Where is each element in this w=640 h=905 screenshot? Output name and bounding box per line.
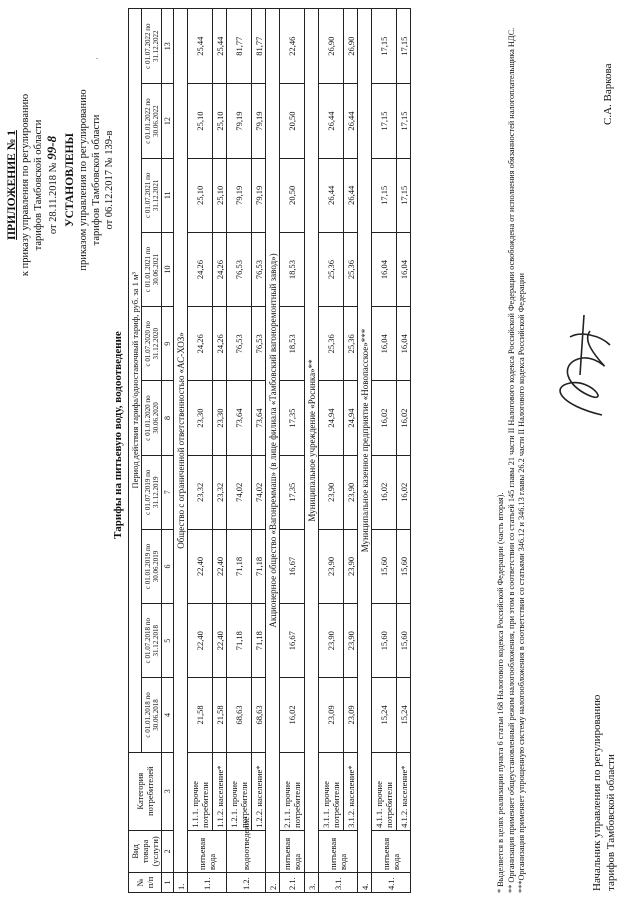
footnotes xyxy=(496,13,528,893)
tariff-value: 20,50 xyxy=(280,158,305,232)
approved-line: приказом управления по регулированию xyxy=(78,89,89,271)
tariff-value: 16,02 xyxy=(372,455,397,529)
approved-line: тарифов Тамбовской области xyxy=(91,114,102,246)
tariff-value: 24,94 xyxy=(344,381,358,455)
tariff-value: 17,15 xyxy=(372,84,397,158)
tariff-value: 16,67 xyxy=(280,604,305,678)
group-organization: Муниципальное казенное предприятие «Новопасское»*** xyxy=(358,9,372,873)
sub-number: 4.1. xyxy=(372,872,411,892)
period-header: с 01.01.2021 по 30.06.2021 xyxy=(142,232,162,306)
tariff-value: 16,04 xyxy=(372,232,397,306)
tariff-value: 76,53 xyxy=(252,307,266,381)
tariff-value: 16,04 xyxy=(397,232,411,306)
group-row xyxy=(358,9,372,893)
col-header-num: № п/п xyxy=(129,872,162,892)
tariff-value: 23,30 xyxy=(213,381,227,455)
approved-block xyxy=(64,15,116,345)
tariff-value: 74,02 xyxy=(227,455,252,529)
tariff-value: 76,53 xyxy=(227,307,252,381)
tariff-value: 22,40 xyxy=(213,529,227,603)
table-row xyxy=(397,9,411,893)
tariff-value: 23,30 xyxy=(188,381,213,455)
tariff-value: 17,15 xyxy=(372,9,397,84)
approved-title: УСТАНОВЛЕНЫ xyxy=(64,133,76,227)
tariff-value: 22,40 xyxy=(213,604,227,678)
appendix-block xyxy=(6,5,60,365)
tariff-value: 81,77 xyxy=(227,9,252,84)
footnote: * Выделяется в целях реализации пункта 6 статьи 168 Налогового кодекса Российской Федерации (часть вторая). xyxy=(496,492,505,893)
tariff-value: 16,67 xyxy=(280,529,305,603)
tariff-value: 25,44 xyxy=(188,9,213,84)
column-index: 13 xyxy=(162,9,174,84)
tariff-value: 21,58 xyxy=(213,678,227,752)
tariff-value: 15,60 xyxy=(397,604,411,678)
appendix-line: тарифов Тамбовской области xyxy=(33,119,44,251)
tariff-value: 73,64 xyxy=(227,381,252,455)
tariff-value: 20,50 xyxy=(280,84,305,158)
group-number: 3. xyxy=(305,872,319,892)
tariff-value: 16,02 xyxy=(397,381,411,455)
tariff-value: 17,15 xyxy=(372,158,397,232)
tariff-value: 23,90 xyxy=(344,529,358,603)
period-header: с 01.01.2022 по 30.06.2022 xyxy=(142,84,162,158)
tariff-value: 25,44 xyxy=(213,9,227,84)
tariff-value: 24,26 xyxy=(213,307,227,381)
tariff-value: 17,15 xyxy=(397,158,411,232)
period-header: с 01.07.2019 по 31.12.2019 xyxy=(142,455,162,529)
tariff-value: 26,44 xyxy=(344,158,358,232)
column-index: 1 xyxy=(162,872,174,892)
table-row xyxy=(344,9,358,893)
tariff-value: 21,58 xyxy=(188,678,213,752)
tariff-value: 15,24 xyxy=(372,678,397,752)
period-header: с 01.07.2021 по 31.12.2021 xyxy=(142,158,162,232)
period-header: с 01.01.2020 по 30.06.2020 xyxy=(142,381,162,455)
group-organization: Общество с ограниченной ответственностью «АС-ХОЗ» xyxy=(174,9,188,873)
tariff-value: 71,18 xyxy=(252,604,266,678)
tariff-value: 23,32 xyxy=(188,455,213,529)
handwritten-signature xyxy=(540,285,630,435)
tariff-value: 23,90 xyxy=(319,604,344,678)
service-kind: питьевая вода xyxy=(188,830,227,872)
consumer-category: 1.1.1. прочие потребители xyxy=(188,752,213,830)
signatory-position xyxy=(590,531,618,891)
sub-number: 3.1. xyxy=(319,872,358,892)
tariff-value: 17,35 xyxy=(280,381,305,455)
column-index: 6 xyxy=(162,529,174,603)
tariff-value: 25,10 xyxy=(188,158,213,232)
column-index: 11 xyxy=(162,158,174,232)
tariff-value: 15,60 xyxy=(372,529,397,603)
period-header: с 01.01.2019 по 30.06.2019 xyxy=(142,529,162,603)
document-title: Тарифы на питьевую воду, водоотведение xyxy=(112,331,124,539)
tariff-value: 17,15 xyxy=(397,84,411,158)
service-kind: питьевая вода xyxy=(280,830,305,872)
tariff-value: 76,53 xyxy=(252,232,266,306)
group-organization: Акционерное общество «Вагонреммаш» (в лице филиала «Тамбовский вагоноремонтный завод») xyxy=(266,9,280,873)
tariff-value: 23,90 xyxy=(344,604,358,678)
tariff-value: 16,02 xyxy=(280,678,305,752)
tariff-value: 18,53 xyxy=(280,232,305,306)
group-number: 2. xyxy=(266,872,280,892)
tariff-value: 24,26 xyxy=(188,232,213,306)
consumer-category: 1.2.2. население* xyxy=(252,752,266,830)
tariff-value: 79,19 xyxy=(252,84,266,158)
sub-number: 1.2. xyxy=(227,872,266,892)
tariff-value: 25,36 xyxy=(344,307,358,381)
tariff-value: 16,02 xyxy=(372,381,397,455)
consumer-category: 1.1.2. население* xyxy=(213,752,227,830)
scan-artifact: · xyxy=(92,57,102,60)
tariff-value: 26,44 xyxy=(344,84,358,158)
tariff-value: 79,19 xyxy=(227,84,252,158)
tariff-value: 15,60 xyxy=(397,529,411,603)
service-kind: питьевая вода xyxy=(319,830,358,872)
appendix-title: ПРИЛОЖЕНИЕ № 1 xyxy=(6,130,18,240)
service-kind: питьевая вода xyxy=(372,830,411,872)
table-row xyxy=(319,9,344,893)
tariff-value: 22,40 xyxy=(188,604,213,678)
tariff-value: 26,44 xyxy=(319,84,344,158)
col-header-category: Категория потребителей xyxy=(129,752,162,830)
tariff-value: 15,60 xyxy=(372,604,397,678)
tariff-value: 79,19 xyxy=(227,158,252,232)
column-index: 9 xyxy=(162,307,174,381)
appendix-date-text: от 28.11.2018 № xyxy=(48,162,59,235)
tariff-value: 24,26 xyxy=(213,232,227,306)
column-index: 10 xyxy=(162,232,174,306)
tariff-value: 73,64 xyxy=(252,381,266,455)
column-index: 7 xyxy=(162,455,174,529)
table-row xyxy=(213,9,227,893)
group-number: 4. xyxy=(358,872,372,892)
tariff-value: 26,90 xyxy=(344,9,358,84)
appendix-date xyxy=(45,5,60,365)
table-row xyxy=(227,9,252,893)
tariff-value: 71,18 xyxy=(227,604,252,678)
tariff-value: 24,94 xyxy=(319,381,344,455)
col-header-kind: Вид товара (услуги) xyxy=(129,830,162,872)
group-number: 1. xyxy=(174,872,188,892)
tariff-value: 23,09 xyxy=(344,678,358,752)
consumer-category: 4.1.2. население* xyxy=(397,752,411,830)
index-row xyxy=(162,9,174,893)
col-header-period-title: Период действия тарифа/одноставочный тариф, руб. за 1 м³ xyxy=(129,9,142,753)
tariff-value: 22,46 xyxy=(280,9,305,84)
tariff-value: 23,32 xyxy=(213,455,227,529)
tariff-value: 23,09 xyxy=(319,678,344,752)
tariff-value: 16,04 xyxy=(372,307,397,381)
footnote: ***Организация применяет упрощенную систему налогообложения в соответствии со статьями 346.12 и 346.13 главы 26.2 части II Налогового кодекса Российской Федерации xyxy=(517,273,526,893)
period-header: с 01.01.2018 по 30.06.2018 xyxy=(142,678,162,752)
tariff-value: 25,36 xyxy=(319,307,344,381)
tariff-table xyxy=(128,8,411,893)
tariff-value: 23,90 xyxy=(344,455,358,529)
tariff-value: 16,02 xyxy=(397,455,411,529)
column-index: 3 xyxy=(162,752,174,830)
tariff-value: 71,18 xyxy=(252,529,266,603)
column-index: 5 xyxy=(162,604,174,678)
service-kind: водоотведение xyxy=(227,830,266,872)
tariff-value: 74,02 xyxy=(252,455,266,529)
appendix-line: к приказу управления по регулированию xyxy=(20,93,31,277)
table-body xyxy=(174,9,411,893)
period-header: с 01.07.2022 по 31.12.2022 xyxy=(142,9,162,84)
group-row xyxy=(266,9,280,893)
table-row xyxy=(188,9,213,893)
column-index: 8 xyxy=(162,381,174,455)
group-organization: Муниципальное учреждение «Росинка»** xyxy=(305,9,319,873)
tariff-value: 23,90 xyxy=(319,529,344,603)
tariff-value: 15,24 xyxy=(397,678,411,752)
tariff-value: 17,15 xyxy=(397,9,411,84)
column-index: 2 xyxy=(162,830,174,872)
column-index: 4 xyxy=(162,678,174,752)
tariff-value: 26,90 xyxy=(319,9,344,84)
tariff-value: 68,63 xyxy=(252,678,266,752)
appendix-number-handwritten: 99-8 xyxy=(44,135,59,160)
consumer-category: 3.1.1. прочие потребители xyxy=(319,752,344,830)
consumer-category: 4.1.1. прочие потребители xyxy=(372,752,397,830)
tariff-value: 25,36 xyxy=(319,232,344,306)
tariff-value: 23,90 xyxy=(319,455,344,529)
footnote: ** Организация применяет общеустановленный режим налогообложения, при этом в соответствии со статьей 145 главы 21 части II Налогового кодекса Российской Федерации освобождена от исполнения обязанностей налогоплательщика НДС. xyxy=(506,27,516,893)
tariff-value: 25,10 xyxy=(213,84,227,158)
table-row xyxy=(252,9,266,893)
tariff-value: 25,10 xyxy=(213,158,227,232)
tariff-value: 79,19 xyxy=(252,158,266,232)
tariff-value: 71,18 xyxy=(227,529,252,603)
sub-number: 1.1. xyxy=(188,872,227,892)
table-row xyxy=(372,9,397,893)
tariff-value: 18,53 xyxy=(280,307,305,381)
tariff-value: 81,77 xyxy=(252,9,266,84)
tariff-value: 17,35 xyxy=(280,455,305,529)
tariff-value: 24,26 xyxy=(188,307,213,381)
table-row xyxy=(280,9,305,893)
tariff-value: 76,53 xyxy=(227,232,252,306)
tariff-value: 25,10 xyxy=(188,84,213,158)
column-index: 12 xyxy=(162,84,174,158)
period-header: с 01.07.2020 по 31.12.2020 xyxy=(142,307,162,381)
table-head xyxy=(129,9,174,893)
consumer-category: 1.2.1. прочие потребители xyxy=(227,752,252,830)
position-line: тарифов Тамбовской области xyxy=(605,754,617,891)
period-header: с 01.07.2018 по 31.12.2018 xyxy=(142,604,162,678)
consumer-category: 3.1.2. население* xyxy=(344,752,358,830)
tariff-value: 16,04 xyxy=(397,307,411,381)
group-row xyxy=(174,9,188,893)
tariff-value: 68,63 xyxy=(227,678,252,752)
position-line: Начальник управления по регулированию xyxy=(591,694,603,891)
sub-number: 2.1. xyxy=(280,872,305,892)
consumer-category: 2.1.1. прочие потребители xyxy=(280,752,305,830)
approved-line: от 06.12.2017 № 139-в xyxy=(104,130,115,230)
tariff-value: 26,44 xyxy=(319,158,344,232)
tariff-value: 22,40 xyxy=(188,529,213,603)
signatory-name: С.А. Варкова xyxy=(602,63,614,125)
group-row xyxy=(305,9,319,893)
tariff-value: 25,36 xyxy=(344,232,358,306)
